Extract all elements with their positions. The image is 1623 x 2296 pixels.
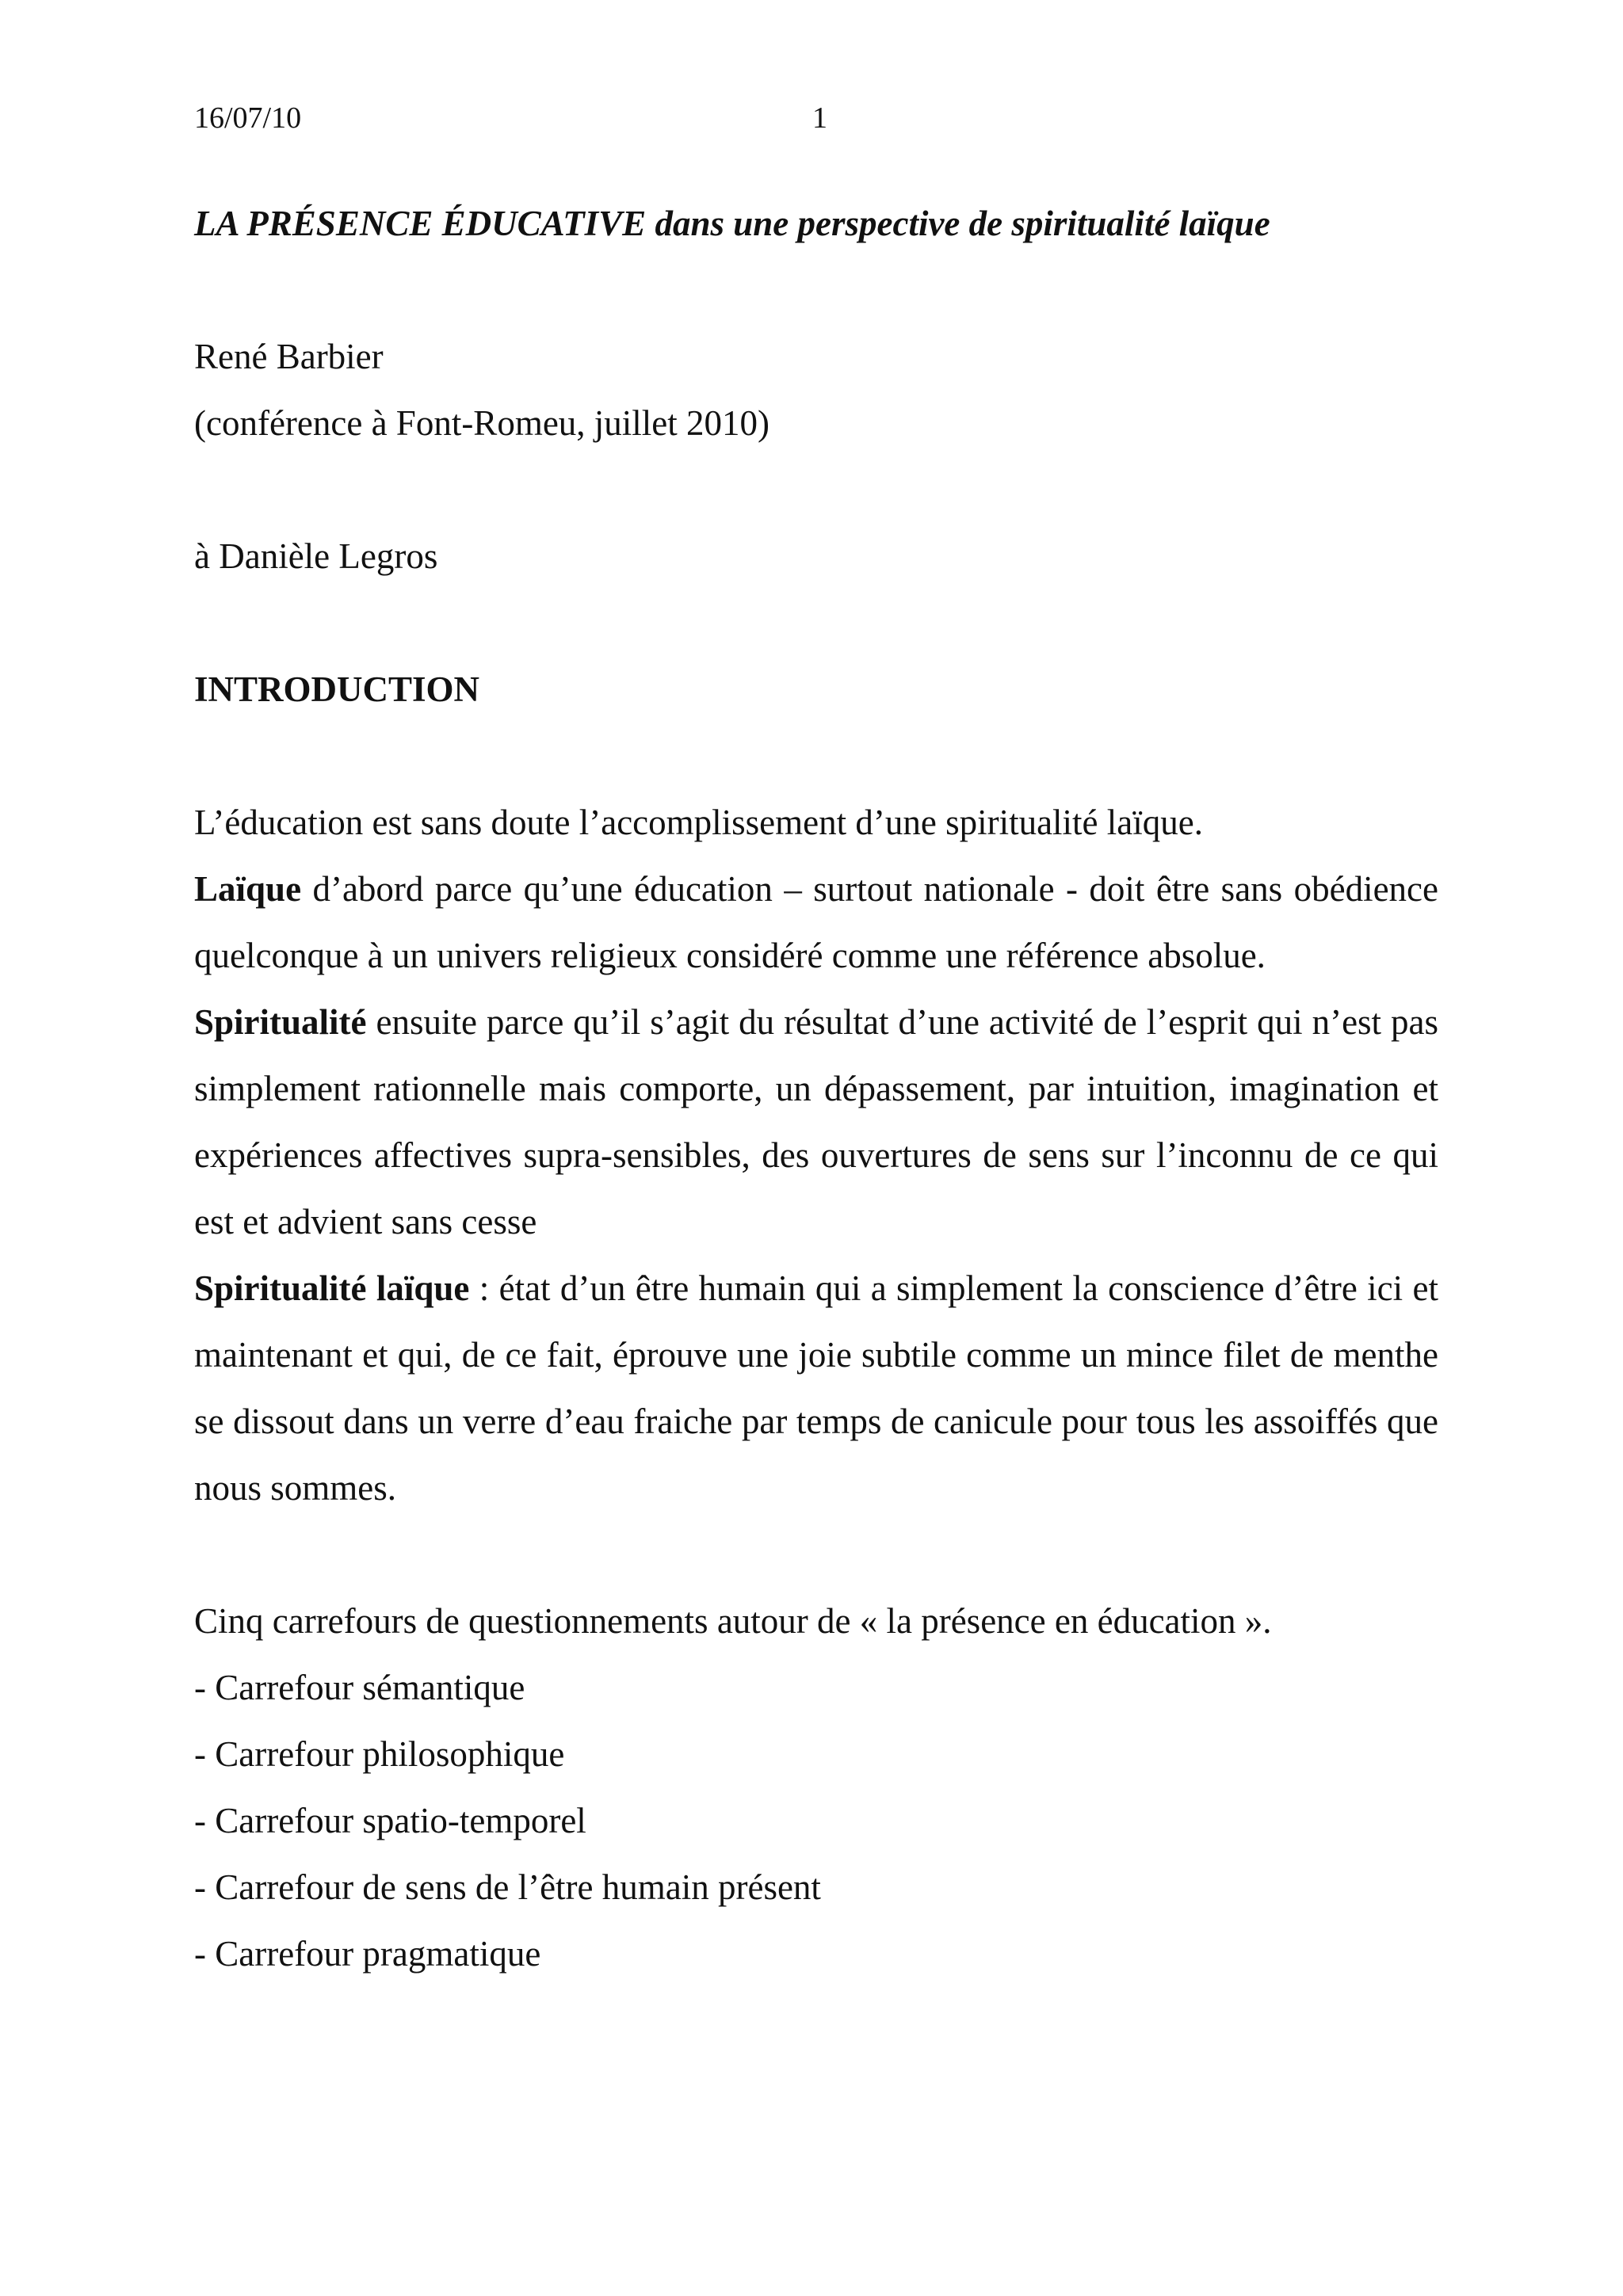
list-item: - Carrefour philosophique (194, 1734, 565, 1774)
list-item: - Carrefour pragmatique (194, 1934, 541, 1974)
section-heading: INTRODUCTION (194, 669, 480, 709)
page-header (194, 98, 1430, 138)
definition-paragraph (194, 1255, 1438, 1521)
definition-paragraph (194, 989, 1438, 1255)
document-body (194, 190, 1438, 1987)
definition-paragraph (194, 856, 1438, 989)
definition-text: d’abord parce qu’une éducation – surtout nationale - doit être sans obédience quelconque à un univers religieux considéré comme une référence absolue. (194, 869, 1438, 975)
list-item: - Carrefour spatio-temporel (194, 1801, 586, 1840)
definition-term: Spiritualité (194, 1002, 367, 1042)
list-item: - Carrefour sémantique (194, 1668, 525, 1707)
crossroads-intro: Cinq carrefours de questionnements autour de « la présence en éducation ». (194, 1601, 1272, 1641)
header-date: 16/07/10 (194, 101, 302, 135)
event-info: (conférence à Font-Romeu, juillet 2010) (194, 403, 770, 443)
page-number: 1 (812, 101, 827, 135)
definition-text: ensuite parce qu’il s’agit du résultat d’une activité de l’esprit qui n’est pas simplement rationnelle mais comporte, un dépassement, par intuition, imagination et expériences affectives supra-sensibles, des ouvertures de sens sur l’inconnu de ce qui est et advient sans cesse (194, 1002, 1438, 1241)
author-name: René Barbier (194, 337, 384, 376)
intro-sentence: L’éducation est sans doute l’accomplissement d’une spiritualité laïque. (194, 803, 1203, 842)
definition-term: Spiritualité laïque (194, 1268, 470, 1308)
dedication: à Danièle Legros (194, 536, 438, 576)
crossroads-list (194, 1654, 1438, 1987)
document-title: LA PRÉSENCE ÉDUCATIVE dans une perspective de spiritualité laïque (194, 204, 1270, 243)
definition-term: Laïque (194, 869, 302, 909)
list-item: - Carrefour de sens de l’être humain présent (194, 1867, 821, 1907)
definition-text: : état d’un être humain qui a simplement la conscience d’être ici et maintenant et qui, de ce fait, éprouve une joie subtile comme un mince filet de menthe se dissout dans un verre d’eau fraiche par temps de canicule pour tous les assoiffés que nous sommes. (194, 1268, 1438, 1508)
